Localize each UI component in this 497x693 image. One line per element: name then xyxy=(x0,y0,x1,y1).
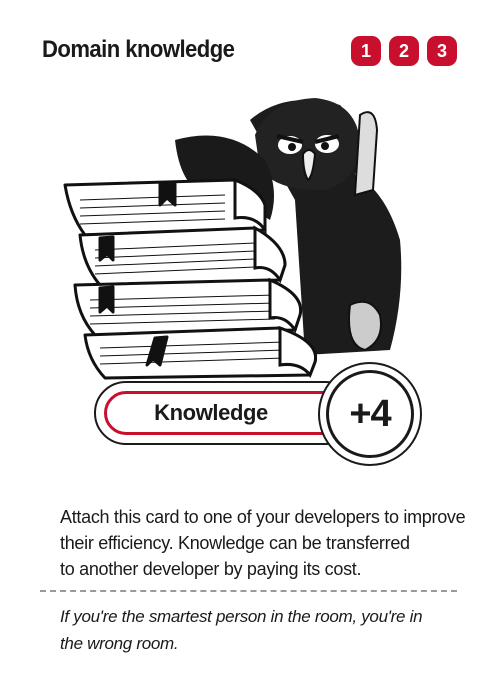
level-badges xyxy=(351,36,457,66)
card-flavor-text xyxy=(60,603,460,657)
card-value: +4 xyxy=(326,370,414,458)
flavor-line: the wrong room. xyxy=(60,634,179,653)
level-badge-3: 3 xyxy=(427,36,457,66)
card-type-label: Knowledge xyxy=(104,391,348,435)
card-value-badge xyxy=(318,362,422,466)
level-badge-1: 1 xyxy=(351,36,381,66)
dashed-divider xyxy=(40,590,457,592)
owl-on-books-illustration xyxy=(55,80,435,380)
description-line: to another developer by paying its cost. xyxy=(60,559,362,579)
card-title: Domain knowledge xyxy=(42,36,235,63)
description-line: Attach this card to one of your developers to improve xyxy=(60,507,466,527)
flavor-line: If you're the smartest person in the room, you're in xyxy=(60,607,423,626)
level-badge-2: 2 xyxy=(389,36,419,66)
description-line: their efficiency. Knowledge can be transferred xyxy=(60,533,410,553)
card-description xyxy=(60,504,466,582)
